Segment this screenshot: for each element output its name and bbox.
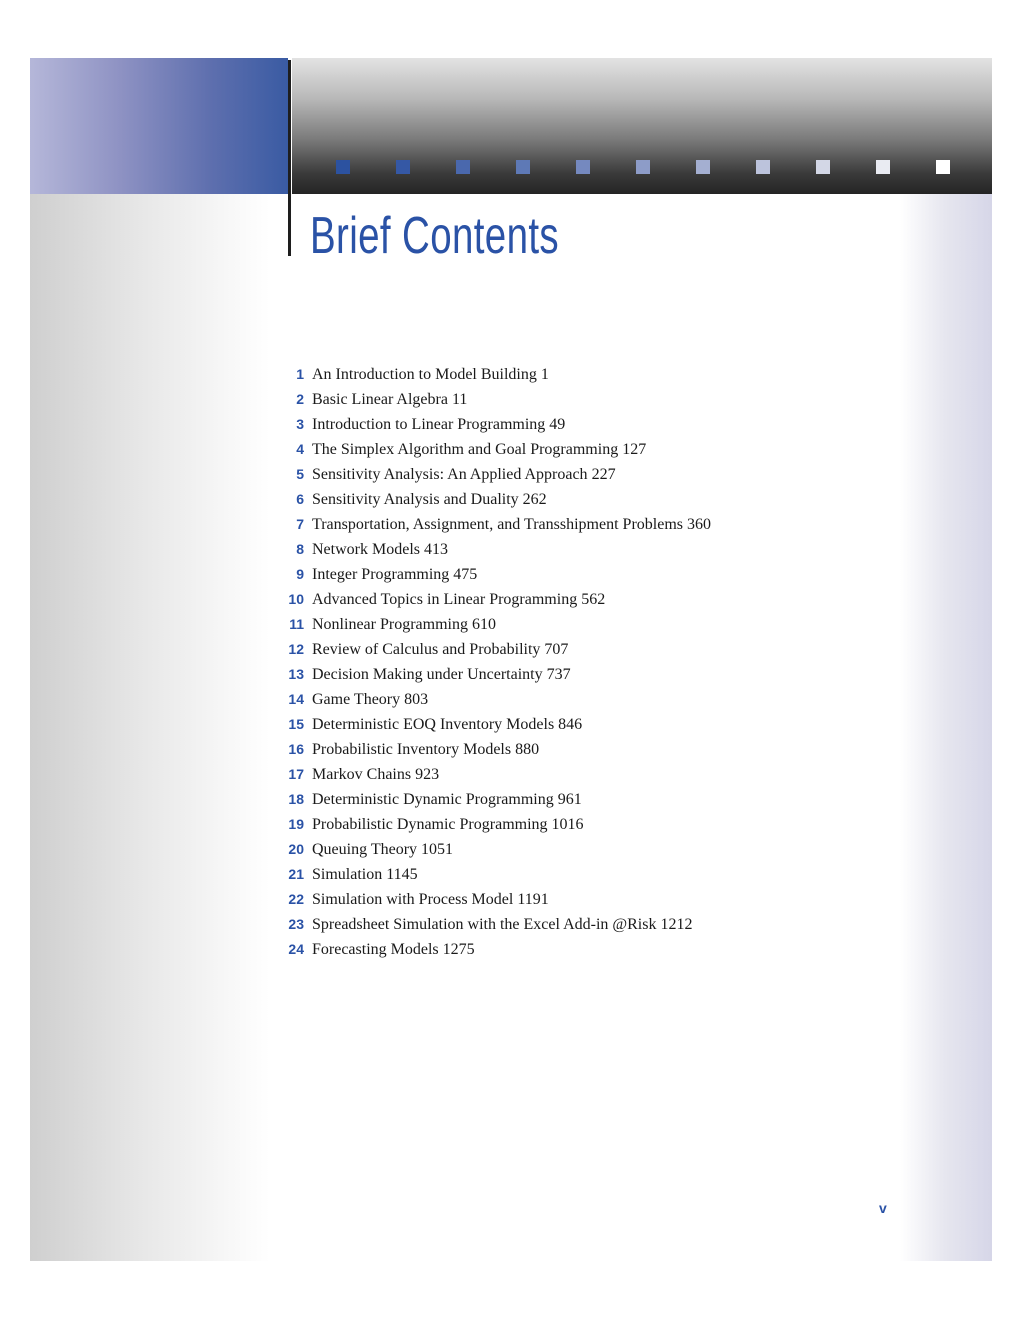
- chapter-page: 961: [557, 791, 582, 808]
- chapter-number: 15: [288, 716, 304, 732]
- chapter-number: 21: [288, 866, 304, 882]
- chapter-title: Sensitivity Analysis and Duality: [312, 491, 519, 508]
- chapter-number: 12: [288, 641, 304, 657]
- chapter-title: Integer Programming: [312, 566, 450, 583]
- chapter-page: 1145: [386, 866, 418, 883]
- decorative-square: [516, 160, 530, 174]
- toc-entry[interactable]: [278, 462, 711, 487]
- chapter-number: 5: [296, 466, 304, 482]
- toc-entry[interactable]: [278, 612, 711, 637]
- chapter-number: 23: [288, 916, 304, 932]
- chapter-title: An Introduction to Model Building: [312, 366, 537, 383]
- chapter-page: 1191: [517, 891, 549, 908]
- decorative-square: [576, 160, 590, 174]
- decorative-square: [816, 160, 830, 174]
- toc-entry[interactable]: [278, 587, 711, 612]
- toc-entry[interactable]: [278, 662, 711, 687]
- page-title: Brief Contents: [310, 207, 560, 265]
- chapter-number: 11: [289, 616, 304, 632]
- toc-entry[interactable]: [278, 862, 711, 887]
- toc-entry[interactable]: [278, 737, 711, 762]
- chapter-page: 11: [451, 391, 468, 408]
- chapter-number: 6: [296, 491, 304, 507]
- toc-entry[interactable]: [278, 912, 711, 937]
- chapter-page: 737: [546, 666, 571, 683]
- toc-entry[interactable]: [278, 837, 711, 862]
- decorative-square: [456, 160, 470, 174]
- chapter-page: 707: [544, 641, 569, 658]
- chapter-page: 49: [549, 416, 566, 433]
- chapter-number: 4: [296, 441, 304, 457]
- chapter-number: 3: [296, 416, 304, 432]
- toc-entry[interactable]: [278, 537, 711, 562]
- chapter-number: 10: [288, 591, 304, 607]
- chapter-title: Advanced Topics in Linear Programming: [312, 591, 578, 608]
- chapter-title: Sensitivity Analysis: An Applied Approach: [312, 466, 588, 483]
- chapter-title: Transportation, Assignment, and Transshipment Problems: [312, 516, 683, 533]
- chapter-number: 16: [288, 741, 304, 757]
- vertical-rule: [288, 60, 291, 256]
- chapter-page: 227: [591, 466, 616, 483]
- chapter-page: 360: [686, 516, 711, 533]
- chapter-number: 24: [288, 941, 304, 957]
- toc-entry[interactable]: [278, 512, 711, 537]
- decorative-square: [756, 160, 770, 174]
- toc-entry[interactable]: [278, 887, 711, 912]
- chapter-page: 475: [453, 566, 478, 583]
- chapter-page: 880: [515, 741, 540, 758]
- chapter-title: Spreadsheet Simulation with the Excel Add-in @Risk: [312, 916, 657, 933]
- toc-entry[interactable]: [278, 687, 711, 712]
- chapter-page: 1016: [551, 816, 584, 833]
- chapter-number: 18: [288, 791, 304, 807]
- toc-entry[interactable]: [278, 362, 711, 387]
- toc-entry[interactable]: [278, 387, 711, 412]
- chapter-number: 13: [288, 666, 304, 682]
- chapter-number: 8: [296, 541, 304, 557]
- chapter-title: Game Theory: [312, 691, 401, 708]
- toc-entry[interactable]: [278, 562, 711, 587]
- chapter-title: Forecasting Models: [312, 941, 439, 958]
- toc-entry[interactable]: [278, 937, 711, 962]
- toc-entry[interactable]: [278, 762, 711, 787]
- chapter-title: Decision Making under Uncertainty: [312, 666, 543, 683]
- decorative-squares: [336, 160, 950, 174]
- chapter-page: 846: [558, 716, 583, 733]
- decorative-square: [876, 160, 890, 174]
- chapter-number: 9: [296, 566, 304, 582]
- chapter-title: Simulation: [312, 866, 383, 883]
- page-number: v: [879, 1200, 887, 1216]
- chapter-page: 1: [540, 366, 549, 383]
- chapter-page: 127: [622, 441, 647, 458]
- table-of-contents: [278, 362, 711, 962]
- chapter-number: 19: [288, 816, 304, 832]
- toc-entry[interactable]: [278, 412, 711, 437]
- chapter-title: Introduction to Linear Programming: [312, 416, 546, 433]
- chapter-title: Deterministic EOQ Inventory Models: [312, 716, 555, 733]
- chapter-page: 262: [522, 491, 547, 508]
- toc-entry[interactable]: [278, 487, 711, 512]
- chapter-title: Network Models: [312, 541, 420, 558]
- chapter-number: 7: [296, 516, 304, 532]
- decorative-square: [396, 160, 410, 174]
- chapter-page: 1051: [421, 841, 454, 858]
- chapter-title: Basic Linear Algebra: [312, 391, 448, 408]
- decorative-square: [636, 160, 650, 174]
- chapter-page: 413: [423, 541, 448, 558]
- chapter-number: 1: [296, 366, 304, 382]
- chapter-page: 1275: [442, 941, 475, 958]
- chapter-title: Deterministic Dynamic Programming: [312, 791, 554, 808]
- chapter-title: Simulation with Process Model: [312, 891, 514, 908]
- chapter-title: Queuing Theory: [312, 841, 418, 858]
- toc-entry[interactable]: [278, 637, 711, 662]
- decorative-square: [336, 160, 350, 174]
- toc-entry[interactable]: [278, 812, 711, 837]
- chapter-number: 17: [288, 766, 304, 782]
- chapter-number: 2: [296, 391, 304, 407]
- chapter-page: 1212: [660, 916, 693, 933]
- header-gradient-block: [30, 58, 288, 194]
- chapter-title: Review of Calculus and Probability: [312, 641, 541, 658]
- header-bar: [292, 58, 992, 194]
- chapter-title: Probabilistic Inventory Models: [312, 741, 512, 758]
- chapter-page: 803: [404, 691, 429, 708]
- toc-entry[interactable]: [278, 712, 711, 737]
- chapter-number: 20: [288, 841, 304, 857]
- chapter-number: 22: [288, 891, 304, 907]
- chapter-page: 923: [415, 766, 440, 783]
- chapter-title: The Simplex Algorithm and Goal Programming: [312, 441, 619, 458]
- chapter-title: Markov Chains: [312, 766, 412, 783]
- chapter-page: 562: [581, 591, 606, 608]
- decorative-square: [936, 160, 950, 174]
- chapter-title: Nonlinear Programming: [312, 616, 468, 633]
- decorative-square: [696, 160, 710, 174]
- chapter-page: 610: [471, 616, 496, 633]
- toc-entry[interactable]: [278, 437, 711, 462]
- toc-entry[interactable]: [278, 787, 711, 812]
- chapter-title: Probabilistic Dynamic Programming: [312, 816, 548, 833]
- book-page: [30, 58, 992, 1261]
- chapter-number: 14: [288, 691, 304, 707]
